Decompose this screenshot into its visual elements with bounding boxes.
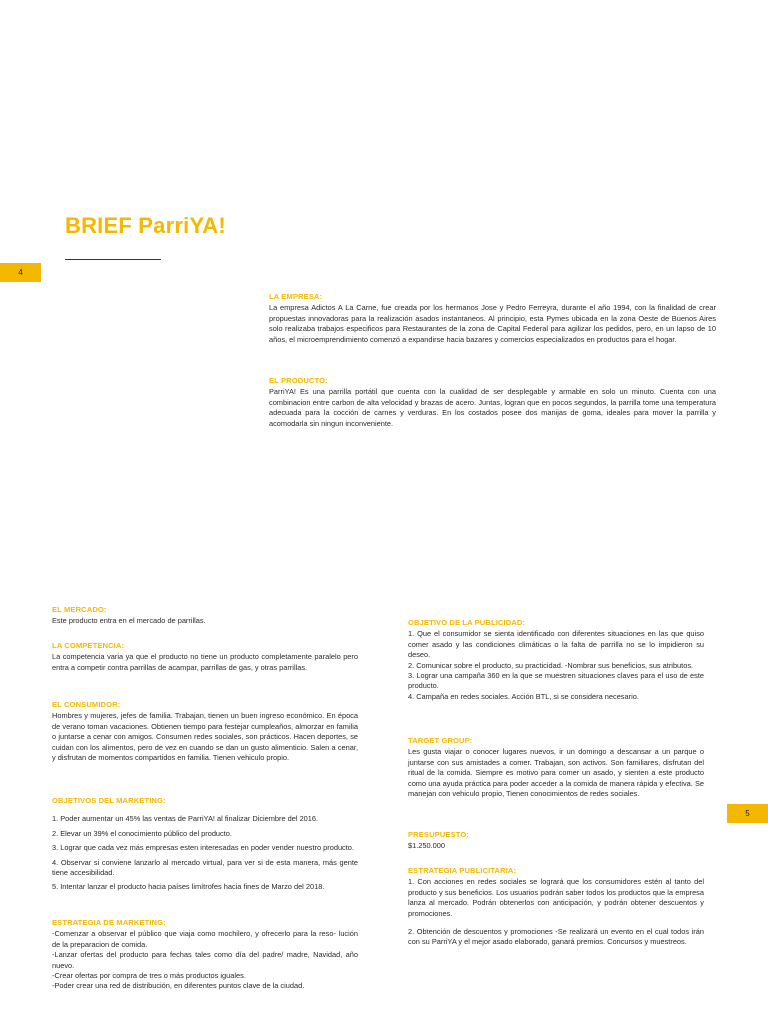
list-item: -Comenzar a observar el público que viaja como mochilero, y ofrecerlo para la reso- lución de la preparacion de comida. <box>52 929 358 949</box>
list-item: -Lanzar ofertas del producto para fechas tales como día del padre/ madre, Navidad, año nuevo. <box>52 950 358 970</box>
list-item: 1. Que el consumidor se sienta identificado con diferentes situaciones en las que quiso comer asado y las condiciones climáticas o la falta de parrilla no se lo impidieron su deseo. <box>408 629 704 660</box>
section-company <box>269 292 716 345</box>
page-number-right: 5 <box>727 804 768 823</box>
section-heading: ESTRATEGIA PUBLICITARIA: <box>408 866 517 875</box>
section-heading: EL PRODUCTO: <box>269 376 328 385</box>
list-item: 5. Intentar lanzar el producto hacia países limítrofes hacia fines de Marzo del 2018. <box>52 882 325 892</box>
list-item: 3. Lograr una campaña 360 en la que se muestren situaciones claves para el uso de este producto. <box>408 671 704 691</box>
list-item: 2. Obtención de descuentos y promociones -Se realizará un evento en el cual todos irán con su ParriYA y el mejor asado elaborado, ganará premios. Concursos y muestreos. <box>408 927 704 947</box>
section-ad-strategy <box>408 866 704 948</box>
top-yellow-band <box>0 0 768 165</box>
section-heading: LA COMPETENCIA: <box>52 641 125 650</box>
list-item: -Crear ofertas por compra de tres o más productos iguales. <box>52 971 246 981</box>
section-text: Este producto entra en el mercado de parrillas. <box>52 616 206 626</box>
section-ad-objective <box>408 618 704 702</box>
list-item: 1. Con acciones en redes sociales se logrará que los consumidores estén al tanto del producto y sus beneficios. Los usuarios podrán saber todos los productos que la empresa lanza al mercado. Podrán obtenerlos con anticipación, y podrán obtener descuentos y promociones. <box>408 877 704 918</box>
list-item: 1. Poder aumentar un 45% las ventas de ParriYA! al finalizar Diciembre del 2016. <box>52 814 319 824</box>
section-text: La competencia varia ya que el producto no tiene un producto completamente paralelo pero entra a competir contra parrillas de acampar, parrillas de gas, y otras parrillas. <box>52 652 358 672</box>
section-text: La empresa Adictos A La Carne, fue creada por los hermanos Jose y Pedro Ferreyra, durante el año 1994, con la finalidad de crear propuestas innovadoras para la realización asados instantaneos. Al principio, esta Pymes ubicada en la zona Oeste de Buenos Aires solo realizaba trabajos especificos para Restaurantes de la zona de Capital Federal para agilizar los pedidos, pero, en un lapso de 10 años, el microemprendimiento comenzó a expandirse hacia bazares y comercios especializados en productos para el hogar. <box>269 303 716 344</box>
list-item: 2. Comunicar sobre el producto, su practicidad. -Nombrar sus beneficios, sus atributos. <box>408 660 694 670</box>
section-heading: PRESUPUESTO: <box>408 830 469 839</box>
section-text: Hombres y mujeres, jefes de familia. Trabajan, tienen un buen ingreso económico. En época de verano toman vacaciones. Obtienen tiempo para festejar cumpleaños, almorzar en familia o juntarse a cenar con amigos. Consumen redes sociales, son prácticos. Hacen deportes, se cuidan con los alimentos, pero de vez en cuando se dan un gusto alimenticio. Salen a cenar, y disfrutan de momentos compartidos en familia. Tienen vehiculo propio. <box>52 711 358 763</box>
section-heading: EL MERCADO: <box>52 605 107 614</box>
section-budget <box>408 830 704 852</box>
page-number-left: 4 <box>0 263 41 282</box>
section-marketing-objectives <box>52 796 358 897</box>
document-title: BRIEF ParriYA! <box>65 213 226 238</box>
section-product <box>269 376 716 429</box>
list-item: 4. Observar si conviene lanzarlo al mercado virtual, para ver si de esta manera, más gente tiene accesibilidad. <box>52 857 358 878</box>
title-underline <box>65 259 161 260</box>
section-heading: TARGET GROUP: <box>408 736 473 745</box>
section-competition <box>52 641 358 673</box>
section-text: Les gusta viajar o conocer lugares nuevos, ir un domingo a descansar a un parque o juntarse con sus amistades a comer. Trabajan, son activos. Son familiares, disfrutan del ritual de la comida. Siempre es motivo para comer un asado, y sienten a este producto como una ayuda práctica para poder acceder a la comida de manera rápida y efectiva. Se manejan con vehiculo propio, Tienen conocimientos de redes sociales. <box>408 747 704 799</box>
section-text: ParriYA! Es una parrilla portátil que cuenta con la cualidad de ser desplegable y armable en solo un minuto. Cuenta con una combinacion entre carbon de alta velocidad y brazas de acero. Juntas, logran que en pocos segundos, la parrilla tome una temperatura adecuada para la cocción de carnes y verduras. En los costados posee dos manijas de goma, ideales para mover la parrilla y acomodarla sin ningun inconveniente. <box>269 387 716 428</box>
list-item: -Poder crear una red de distribución, en diferentes puntos clave de la ciudad. <box>52 981 305 991</box>
list-item: 4. Campaña en redes sociales. Acción BTL, si se considera necesario. <box>408 691 639 701</box>
section-marketing-strategy <box>52 918 358 992</box>
section-text: $1.250.000 <box>408 841 445 851</box>
section-market <box>52 605 358 627</box>
section-heading: LA EMPRESA: <box>269 292 323 301</box>
section-heading: OBJETIVOS DEL MARKETING: <box>52 796 166 805</box>
section-heading: EL CONSUMIDOR: <box>52 700 121 709</box>
section-heading: ESTRATEGIA DE MARKETING: <box>52 918 166 927</box>
list-item: 3. Lograr que cada vez más empresas esten interesadas en poder vender nuestro producto. <box>52 843 354 853</box>
list-item: 2. Elevar un 39% el conocimiento público del producto. <box>52 828 232 838</box>
section-consumer <box>52 700 358 763</box>
section-target-group <box>408 736 704 799</box>
section-heading: OBJETIVO DE LA PUBLICIDAD: <box>408 618 526 627</box>
